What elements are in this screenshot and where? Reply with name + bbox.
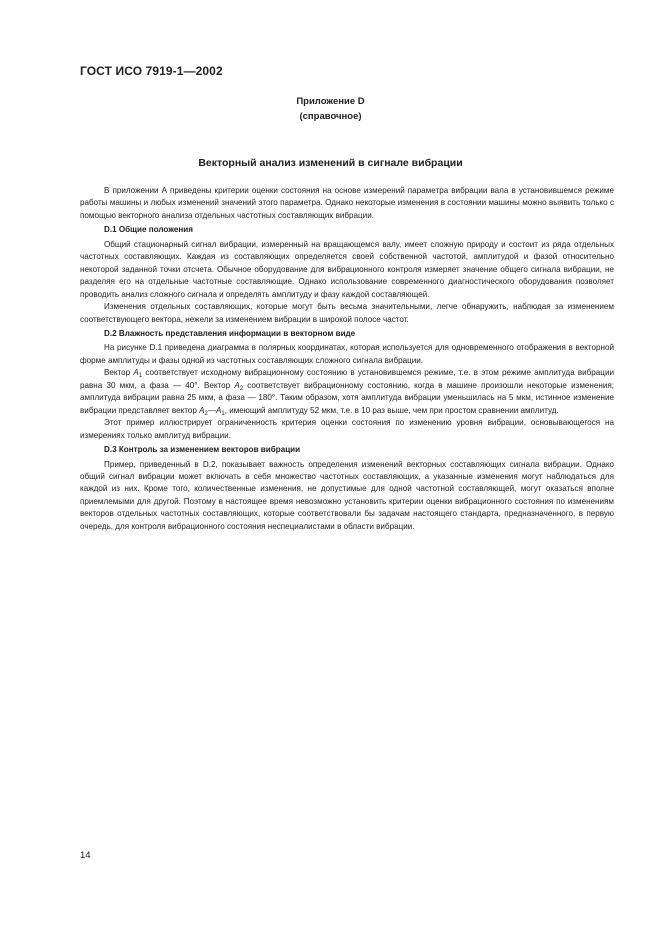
section-heading-d2: D.2 Влажность представления информации в векторном виде [104,328,356,338]
appendix-label: Приложение D [296,96,365,107]
vector-paragraph [80,367,614,417]
text-run: соответствует вибрационному состоянию, когда в машине произошли некоторые изменения; амплитуда вибрации равна 25 мкм, а фаза — 180°. Таким образом, хотя амплитуда вибрации уменьшилась на 5 мкм, истинное изменение вибрации представляет вектор [80,380,614,415]
vector-symbol: A [133,368,139,378]
appendix-status: (справочное) [299,111,362,122]
paragraph: На рисунке D.1 приведена диаграмма в полярных координатах, которая используется для одновременного отображения в векторной форме амплитуды и фазы одной из частотных составляющих сложного сигнала вибрации. [80,343,614,365]
vector-symbol: A [215,405,222,415]
text-run: , имеющий амплитуду 52 мкм, т.е. в 10 раз выше, чем при простом сравнении амплитуд. [224,405,559,415]
vector-symbol: A [234,380,240,390]
paragraph: Общий стационарный сигнал вибрации, измеренный на вращающемся валу, имеет сложную природу и состоит из ряда отдельных частотных составляющих. Каждая из составляющих определяется своей собственной частотой, амплитудой и фазой относительно некоторой заданной точки отсчета. Обычное оборудование для вибрационного контроля измеряет значение общего сигнала вибрации, не разделяя его на отдельные частотные составляющие. Однако использование современного диагностического оборудования позволяет проводить анализ сложного сигнала и определять амплитуду и фазу каждой составляющей. [80,239,614,299]
vector-symbol: A [199,405,205,415]
text-run: соответствует исходному вибрационному состоянию в установившемся режиме, т.е. в этом режиме амплитуда вибрации равна 30 мкм, а фаза — 40°. Вектор [80,368,614,390]
document-code: ГОСТ ИСО 7919-1—2002 [80,64,223,78]
text-run: Вектор [104,368,134,378]
subscript: 1 [138,373,143,380]
subscript: 2 [204,410,208,417]
page-number: 14 [80,850,91,861]
subscript: 2 [239,385,244,392]
text-run: — [207,405,216,415]
paragraph: Этот пример иллюстрирует ограниченность критерия оценки состояния по изменению уровня вибрации, основывающегося на измерениях только амплитуд вибрации. [80,418,614,440]
subscript: 1 [221,410,225,417]
paragraph: Пример, приведенный в D.2, показывает важность определения изменений векторных составляющих сигнала вибрации. Однако общий сигнал вибрации может включать в себя множество частотных составляющих, а указанные изменения могут наблюдаться для каждой из них. Кроме того, количественные изменения, не допустимые для одной частотной составляющей, могут оказаться вполне приемлемыми для другой. Поэтому в настоящее время невозможно установить критерии оценки вибрационного состояния по изменениям векторов отдельных частотных составляющих, которые соответствовали бы задачам настоящего стандарта, предназначенного, в первую очередь, для контроля вибрационного состояния неспециалистами в области вибрации. [80,459,614,531]
section-heading-d3: D.3 Контроль за изменением векторов вибрации [104,445,301,455]
appendix-heading [0,94,661,124]
paragraph: Изменения отдельных составляющих, которые могут быть весьма значительными, легче обнаружить, наблюдая за изменением соответствующего вектора, нежели за изменением вибрации в широкой полосе частот. [80,302,614,324]
document-body [80,185,614,533]
appendix-title: Векторный анализ изменений в сигнале вибрации [198,157,463,169]
section-heading-d1: D.1 Общие положения [104,225,193,235]
intro-paragraph: В приложении А приведены критерии оценки состояния на основе измерений параметра вибрации вала в установившемся режиме работы машины и любых изменений значений этого параметра. Однако некоторые изменения в состоянии машины можно выявить только с помощью векторного анализа отдельных частотных составляющих вибрации. [80,186,614,220]
